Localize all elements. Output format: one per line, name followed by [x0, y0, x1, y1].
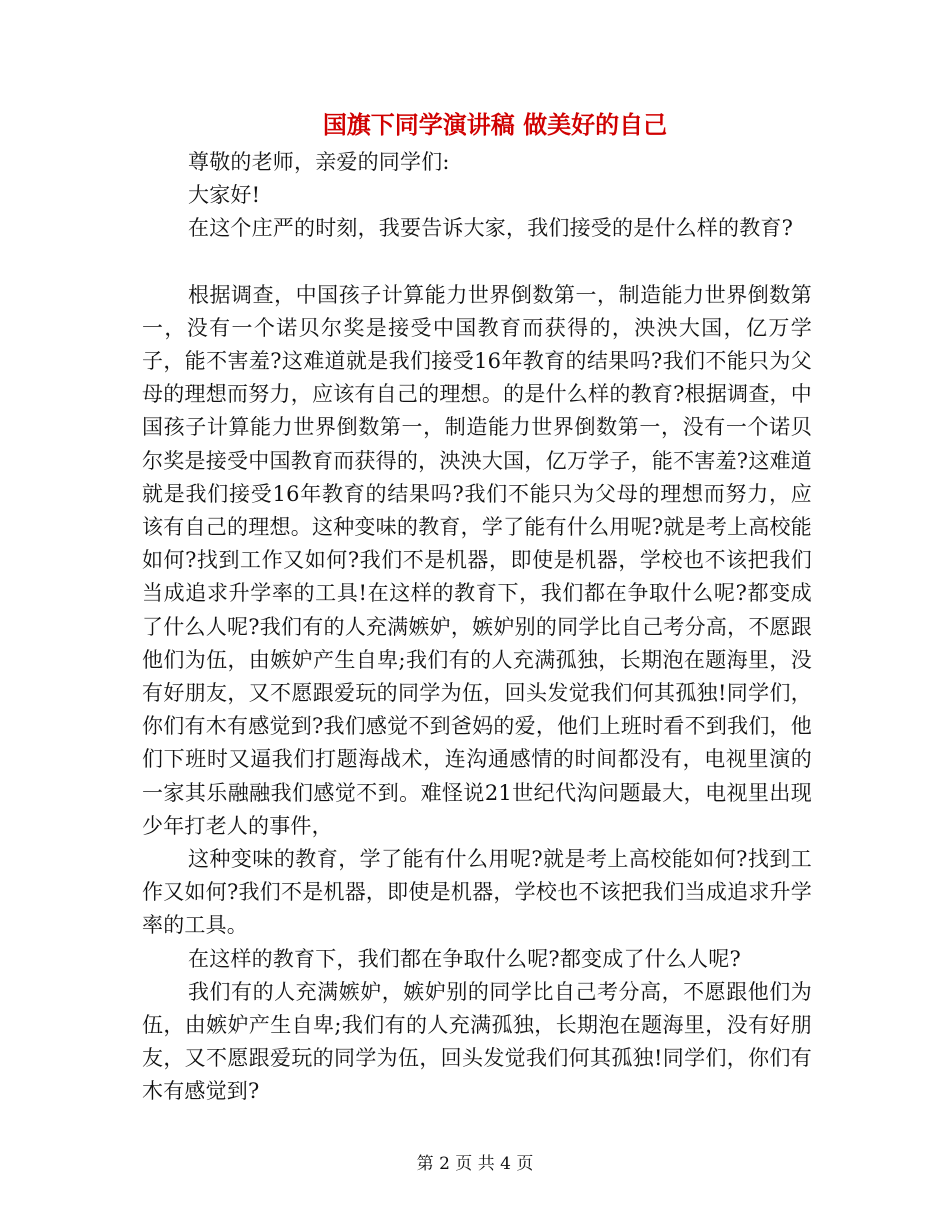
document-title: 国旗下同学演讲稿 做美好的自己 — [322, 110, 668, 139]
body-paragraph: 在这样的教育下，我们都在争取什么呢?都变成了什么人呢? — [188, 946, 741, 971]
blank-line — [142, 246, 812, 279]
greeting-paragraph: 大家好! — [188, 183, 261, 208]
page-number-footer: 第 2 页 共 4 页 — [416, 1154, 534, 1174]
intro-paragraph: 在这个庄严的时刻，我要告诉大家，我们接受的是什么样的教育? — [188, 216, 794, 241]
body-paragraph: 根据调查，中国孩子计算能力世界倒数第一，制造能力世界倒数第一，没有一个诺贝尔奖是接受中国教育而获得的，泱泱大国，亿万学子，能不害羞?这难道就是我们接受16年教育的结果吗?我们不能只为父母的理想而努力，应该有自己的理想。的是什么样的教育?根据调查，中国孩子计算能力世界倒数第一，制造能力世界倒数第一，没有一个诺贝尔奖是接受中国教育而获得的，泱泱大国，亿万学子，能不害羞?这难道就是我们接受16年教育的结果吗?我们不能只为父母的理想而努力，应该有自己的理想。这种变味的教育，学了能有什么用呢?就是考上高校能如何?找到工作又如何?我们不是机器，即使是机器，学校也不该把我们当成追求升学率的工具!在这样的教育下，我们都在争取什么呢?都变成了什么人呢?我们有的人充满嫉妒，嫉妒别的同学比自己考分高，不愿跟他们为伍，由嫉妒产生自卑;我们有的人充满孤独，长期泡在题海里，没有好朋友，又不愿跟爱玩的同学为伍，回头发觉我们何其孤独!同学们，你们有木有感觉到?我们感觉不到爸妈的爱，他们上班时看不到我们，他们下班时又逼我们打题海战术，连沟通感情的时间都没有，电视里演的一家其乐融融我们感觉不到。难怪说21世纪代沟问题最大，电视里出现少年打老人的事件， — [142, 282, 812, 838]
body-paragraph: 这种变味的教育，学了能有什么用呢?就是考上高校能如何?找到工作又如何?我们不是机器，即使是机器，学校也不该把我们当成追求升学率的工具。 — [142, 847, 812, 938]
body-paragraph: 我们有的人充满嫉妒，嫉妒别的同学比自己考分高，不愿跟他们为伍，由嫉妒产生自卑;我们有的人充满孤独，长期泡在题海里，没有好朋友，又不愿跟爱玩的同学为伍，回头发觉我们何其孤独!同学们，你们有木有感觉到? — [142, 979, 812, 1104]
salutation-paragraph: 尊敬的老师，亲爱的同学们: — [188, 150, 450, 174]
document-body — [142, 146, 812, 1109]
